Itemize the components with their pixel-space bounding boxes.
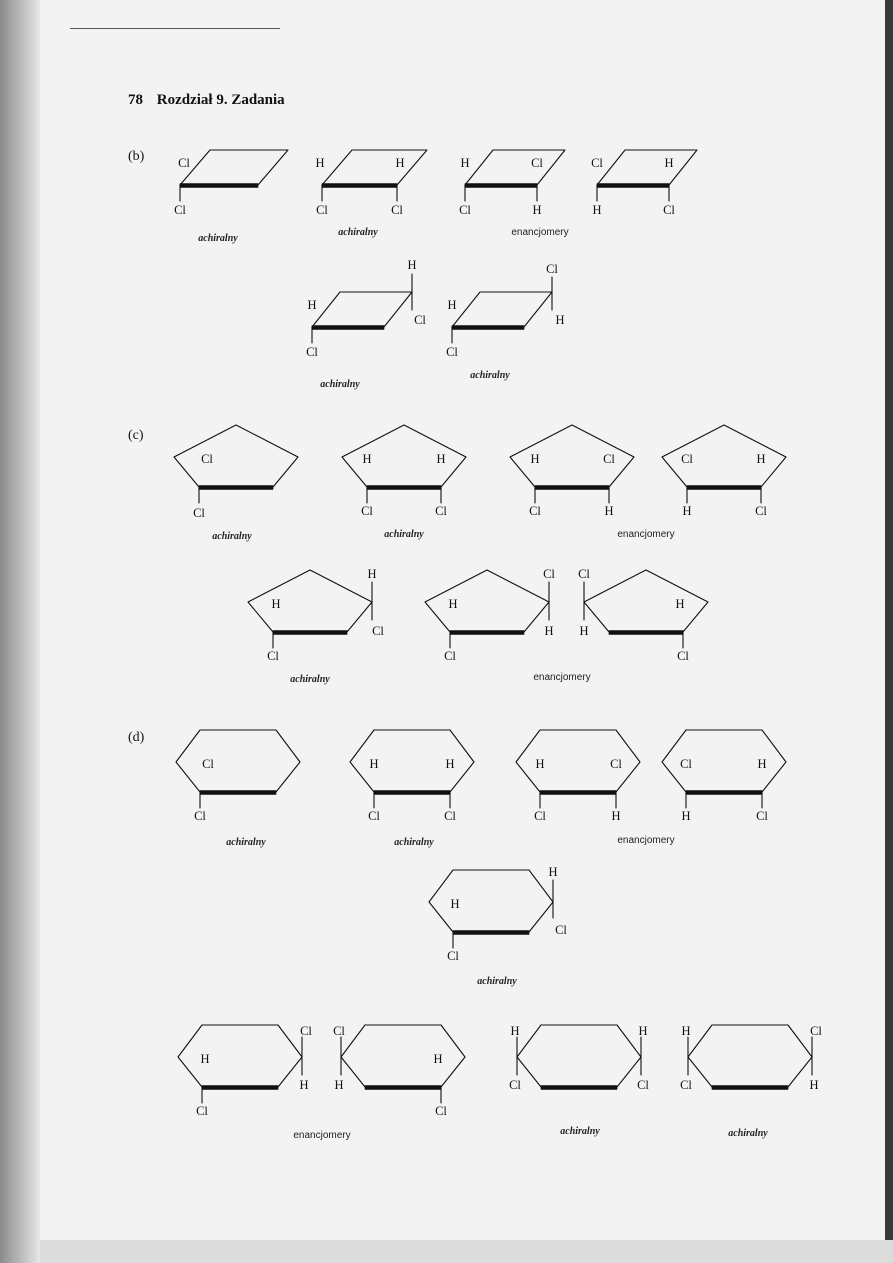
hydrogen-atom-label: H xyxy=(756,452,766,466)
caption-enantiomers: enancjomery xyxy=(293,1130,351,1141)
chlorine-atom-label: Cl xyxy=(178,156,190,170)
chlorine-atom-label: Cl xyxy=(637,1078,649,1092)
hydrogen-atom-label: H xyxy=(445,757,455,771)
section-label-d: (d) xyxy=(128,730,145,745)
section-label-c: (c) xyxy=(128,428,144,443)
cyclohexane-2 xyxy=(350,730,474,823)
hydrogen-atom-label: H xyxy=(447,298,457,312)
caption-achiral: achiralny xyxy=(560,1126,600,1137)
hydrogen-atom-label: H xyxy=(271,597,281,611)
chlorine-atom-label: Cl xyxy=(810,1024,822,1038)
cyclopentane-7 xyxy=(578,567,708,663)
caption-achiral: achiralny xyxy=(226,837,266,848)
cyclopentane-1 xyxy=(174,425,298,520)
chlorine-atom-label: Cl xyxy=(193,506,205,520)
chlorine-atom-label: Cl xyxy=(459,203,471,217)
chlorine-atom-label: Cl xyxy=(300,1024,312,1038)
section-label-b: (b) xyxy=(128,149,145,164)
chlorine-atom-label: Cl xyxy=(444,809,456,823)
page-number: 78 xyxy=(128,92,143,108)
hydrogen-atom-label: H xyxy=(604,504,614,518)
chlorine-atom-label: Cl xyxy=(435,1104,447,1118)
chlorine-atom-label: Cl xyxy=(444,649,456,663)
hydrogen-atom-label: H xyxy=(681,809,691,823)
chlorine-atom-label: Cl xyxy=(306,345,318,359)
hydrogen-atom-label: H xyxy=(757,757,767,771)
hydrogen-atom-label: H xyxy=(407,258,417,272)
chlorine-atom-label: Cl xyxy=(603,452,615,466)
hydrogen-atom-label: H xyxy=(362,452,372,466)
cyclopentane-6 xyxy=(425,567,555,663)
chlorine-atom-label: Cl xyxy=(194,809,206,823)
chlorine-atom-label: Cl xyxy=(201,452,213,466)
hydrogen-atom-label: H xyxy=(611,809,621,823)
chlorine-atom-label: Cl xyxy=(680,757,692,771)
cyclopentane-3 xyxy=(510,425,634,518)
hydrogen-atom-label: H xyxy=(510,1024,520,1038)
chlorine-atom-label: Cl xyxy=(447,949,459,963)
hydrogen-atom-label: H xyxy=(315,156,325,170)
cyclobutane-2 xyxy=(315,150,427,217)
hydrogen-atom-label: H xyxy=(532,203,542,217)
caption-achiral: achiralny xyxy=(728,1128,768,1139)
chlorine-atom-label: Cl xyxy=(372,624,384,638)
chlorine-atom-label: Cl xyxy=(414,313,426,327)
hydrogen-atom-label: H xyxy=(448,597,458,611)
chlorine-atom-label: Cl xyxy=(677,649,689,663)
hydrogen-atom-label: H xyxy=(307,298,317,312)
chlorine-atom-label: Cl xyxy=(610,757,622,771)
chlorine-atom-label: Cl xyxy=(755,504,767,518)
hydrogen-atom-label: H xyxy=(369,757,379,771)
cyclopentane-5 xyxy=(248,567,384,663)
hydrogen-atom-label: H xyxy=(395,156,405,170)
caption-achiral: achiralny xyxy=(198,233,238,244)
cyclohexane-7 xyxy=(333,1024,465,1118)
chlorine-atom-label: Cl xyxy=(534,809,546,823)
chlorine-atom-label: Cl xyxy=(591,156,603,170)
caption-enantiomers: enancjomery xyxy=(617,529,675,540)
cyclohexane-4 xyxy=(662,730,786,823)
chlorine-atom-label: Cl xyxy=(555,923,567,937)
caption-achiral: achiralny xyxy=(338,227,378,238)
hydrogen-atom-label: H xyxy=(682,504,692,518)
hydrogen-atom-label: H xyxy=(436,452,446,466)
hydrogen-atom-label: H xyxy=(555,313,565,327)
cyclohexane-5 xyxy=(429,865,567,963)
chlorine-atom-label: Cl xyxy=(531,156,543,170)
chlorine-atom-label: Cl xyxy=(756,809,768,823)
hydrogen-atom-label: H xyxy=(544,624,554,638)
hydrogen-atom-label: H xyxy=(675,597,685,611)
caption-achiral: achiralny xyxy=(384,529,424,540)
chlorine-atom-label: Cl xyxy=(174,203,186,217)
chlorine-atom-label: Cl xyxy=(529,504,541,518)
hydrogen-atom-label: H xyxy=(548,865,558,879)
chlorine-atom-label: Cl xyxy=(316,203,328,217)
cyclobutane-3 xyxy=(459,150,565,217)
chlorine-atom-label: Cl xyxy=(446,345,458,359)
chlorine-atom-label: Cl xyxy=(578,567,590,581)
chlorine-atom-label: Cl xyxy=(509,1078,521,1092)
caption-achiral: achiralny xyxy=(394,837,434,848)
hydrogen-atom-label: H xyxy=(579,624,589,638)
hydrogen-atom-label: H xyxy=(200,1052,210,1066)
cyclohexane-6 xyxy=(178,1024,312,1118)
chlorine-atom-label: Cl xyxy=(680,1078,692,1092)
caption-enantiomers: enancjomery xyxy=(533,672,591,683)
cyclobutane-5 xyxy=(306,258,426,359)
cyclohexane-3 xyxy=(516,730,640,823)
hydrogen-atom-label: H xyxy=(664,156,674,170)
caption-achiral: achiralny xyxy=(320,379,360,390)
chlorine-atom-label: Cl xyxy=(663,203,675,217)
cyclobutane-4 xyxy=(591,150,697,217)
hydrogen-atom-label: H xyxy=(299,1078,309,1092)
hydrogen-atom-label: H xyxy=(433,1052,443,1066)
cyclopentane-4 xyxy=(662,425,786,518)
caption-achiral: achiralny xyxy=(290,674,330,685)
chapter-title: Rozdział 9. Zadania xyxy=(156,92,285,108)
chlorine-atom-label: Cl xyxy=(546,262,558,276)
chlorine-atom-label: Cl xyxy=(543,567,555,581)
caption-enantiomers: enancjomery xyxy=(617,835,675,846)
hydrogen-atom-label: H xyxy=(450,897,460,911)
hydrogen-atom-label: H xyxy=(638,1024,648,1038)
hydrogen-atom-label: H xyxy=(809,1078,819,1092)
chlorine-atom-label: Cl xyxy=(202,757,214,771)
hydrogen-atom-label: H xyxy=(367,567,377,581)
chlorine-atom-label: Cl xyxy=(267,649,279,663)
hydrogen-atom-label: H xyxy=(535,757,545,771)
caption-enantiomers: enancjomery xyxy=(511,227,569,238)
caption-achiral: achiralny xyxy=(470,370,510,381)
hydrogen-atom-label: H xyxy=(530,452,540,466)
chlorine-atom-label: Cl xyxy=(681,452,693,466)
hydrogen-atom-label: H xyxy=(681,1024,691,1038)
cyclobutane-6 xyxy=(446,262,564,359)
chlorine-atom-label: Cl xyxy=(361,504,373,518)
cyclohexane-9 xyxy=(680,1024,822,1092)
caption-achiral: achiralny xyxy=(212,531,252,542)
chlorine-atom-label: Cl xyxy=(333,1024,345,1038)
hydrogen-atom-label: H xyxy=(334,1078,344,1092)
hydrogen-atom-label: H xyxy=(592,203,602,217)
cyclobutane-1 xyxy=(174,150,288,217)
chlorine-atom-label: Cl xyxy=(391,203,403,217)
cyclohexane-1 xyxy=(176,730,300,823)
caption-achiral: achiralny xyxy=(477,976,517,987)
hydrogen-atom-label: H xyxy=(460,156,470,170)
chlorine-atom-label: Cl xyxy=(368,809,380,823)
chlorine-atom-label: Cl xyxy=(196,1104,208,1118)
cyclopentane-2 xyxy=(342,425,466,518)
cyclohexane-8 xyxy=(509,1024,649,1092)
chlorine-atom-label: Cl xyxy=(435,504,447,518)
